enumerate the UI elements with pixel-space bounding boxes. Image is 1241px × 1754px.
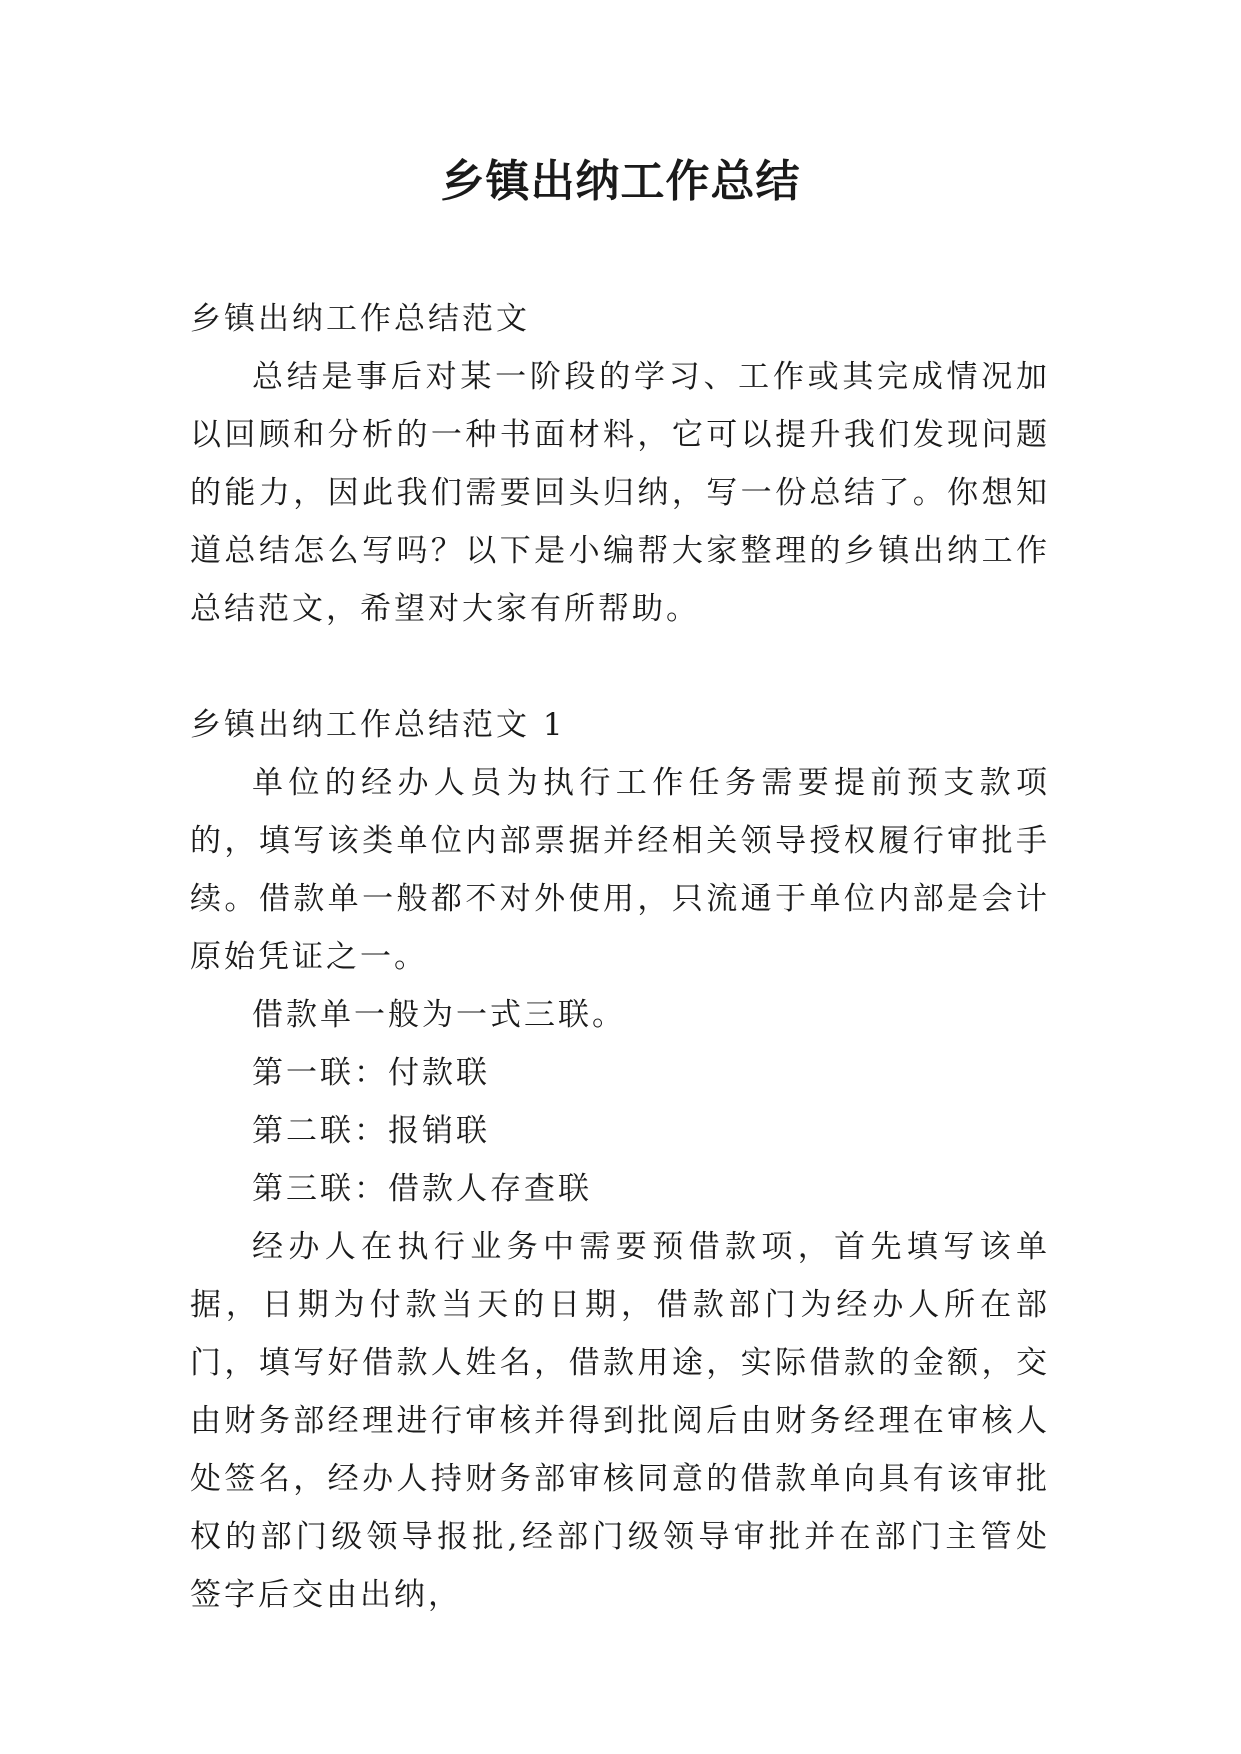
document-title: 乡镇出纳工作总结 xyxy=(440,156,801,207)
section-1-list-item: 第三联：借款人存查联 xyxy=(252,1171,592,1207)
intro-heading: 乡镇出纳工作总结范文 xyxy=(190,301,530,337)
section-1-heading: 乡镇出纳工作总结范文 1 xyxy=(190,707,566,743)
section-spacer xyxy=(190,638,1050,696)
section-1-paragraph: 经办人在执行业务中需要预借款项，首先填写该单据，日期为付款当天的日期，借款部门为经办人所在部门，填写好借款人姓名，借款用途，实际借款的金额，交由财务部经理进行审核并得到批阅后由财务经理在审核人处签名，经办人持财务部审核同意的借款单向具有该审批权的部门级领导报批,经部门级领导审批并在部门主管处签字后交由出纳， xyxy=(190,1229,1050,1613)
section-1-list-item: 第一联：付款联 xyxy=(252,1055,490,1091)
section-1-paragraph: 单位的经办人员为执行工作任务需要提前预支款项的，填写该类单位内部票据并经相关领导授权履行审批手续。借款单一般都不对外使用，只流通于单位内部是会计原始凭证之一。 xyxy=(190,765,1050,975)
intro-paragraph: 总结是事后对某一阶段的学习、工作或其完成情况加以回顾和分析的一种书面材料，它可以提升我们发现问题的能力，因此我们需要回头归纳，写一份总结了。你想知道总结怎么写吗？以下是小编帮大家整理的乡镇出纳工作总结范文，希望对大家有所帮助。 xyxy=(190,359,1050,627)
section-1-list-item: 第二联：报销联 xyxy=(252,1113,490,1149)
section-1-paragraph: 借款单一般为一式三联。 xyxy=(252,997,626,1033)
document-body xyxy=(190,290,1050,1624)
